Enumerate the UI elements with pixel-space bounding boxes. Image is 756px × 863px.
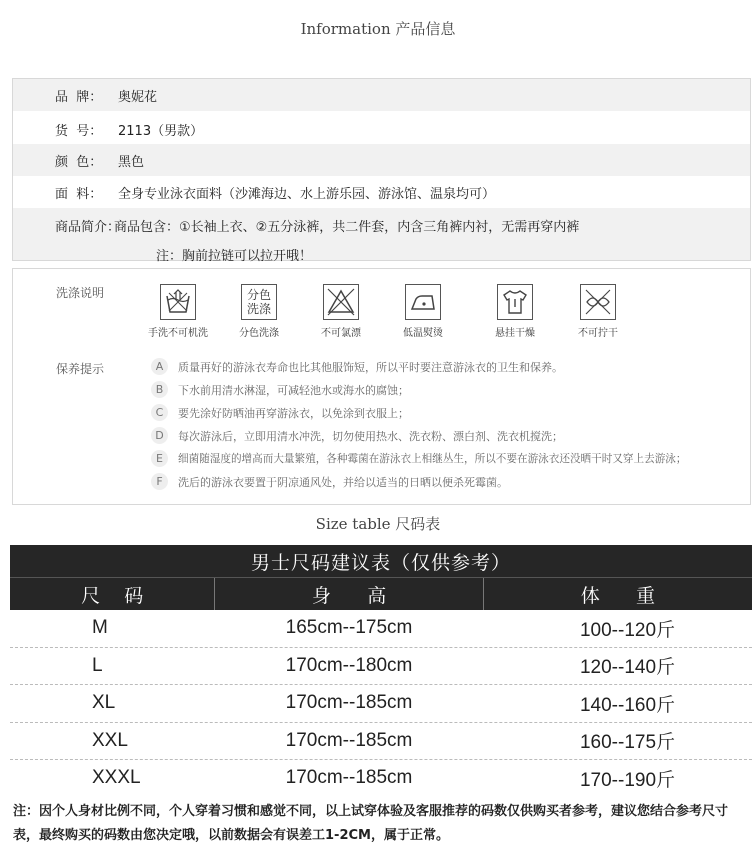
size-table-column-headers bbox=[10, 577, 752, 610]
care-tip-b bbox=[151, 381, 409, 398]
no-bleach-item bbox=[306, 284, 376, 339]
no-wring-icon bbox=[580, 284, 616, 320]
item-label: 货 号： bbox=[55, 123, 103, 139]
height-cell: 170cm--185cm bbox=[285, 767, 413, 789]
size-table-heading: 男士尺码建议表（仅供参考） bbox=[10, 545, 752, 577]
table-row bbox=[10, 648, 752, 686]
size-table-title: Size table 尺码表 bbox=[315, 515, 441, 533]
separate-wash-caption: 分色洗涤 bbox=[239, 328, 279, 339]
tip-letter: B bbox=[151, 381, 168, 398]
product-info-table bbox=[12, 78, 751, 264]
intro-block bbox=[114, 208, 579, 264]
column-header-height: 身 高 bbox=[215, 578, 483, 610]
low-iron-icon bbox=[405, 284, 441, 320]
size-cell: M bbox=[92, 617, 108, 639]
care-tip-c bbox=[151, 404, 409, 421]
weight-cell: 140--160斤 bbox=[579, 694, 676, 716]
hand-wash-icon bbox=[160, 284, 196, 320]
tip-text: 下水前用清水淋湿，可减轻池水或海水的腐蚀； bbox=[178, 383, 409, 397]
color-label: 颜 色： bbox=[55, 154, 103, 170]
item-row bbox=[13, 113, 750, 145]
care-tip-f bbox=[151, 473, 508, 490]
hang-dry-caption: 悬挂干燥 bbox=[495, 328, 535, 339]
size-cell: XXXL bbox=[92, 767, 141, 789]
weight-cell: 160--175斤 bbox=[579, 732, 676, 754]
hang-dry-item bbox=[480, 284, 550, 339]
intro-note: 注：胸前拉链可以拉开哦！ bbox=[156, 249, 313, 264]
weight-cell: 170--190斤 bbox=[579, 769, 676, 791]
care-tips-label: 保养提示 bbox=[56, 362, 105, 376]
intro-row bbox=[13, 208, 750, 264]
tip-text: 要先涂好防晒油再穿游泳衣，以免涂到衣服上； bbox=[178, 406, 409, 420]
care-instructions-box bbox=[12, 268, 751, 505]
table-row bbox=[10, 685, 752, 723]
table-row bbox=[10, 723, 752, 761]
care-tip-e bbox=[151, 450, 687, 467]
separate-wash-icon: 分色 洗涤 bbox=[241, 284, 277, 320]
tip-letter: A bbox=[151, 358, 168, 375]
low-iron-caption: 低温熨烫 bbox=[403, 328, 443, 339]
brand-row bbox=[13, 79, 750, 111]
size-cell: XXL bbox=[92, 729, 128, 751]
fabric-value: 全身专业泳衣面料（沙滩海边、水上游乐园、游泳馆、温泉均可） bbox=[118, 186, 496, 202]
hand-wash-item bbox=[143, 284, 213, 339]
height-cell: 170cm--180cm bbox=[285, 654, 413, 676]
no-wring-caption: 不可拧干 bbox=[578, 328, 618, 339]
color-value: 黑色 bbox=[118, 154, 145, 170]
table-row bbox=[10, 760, 752, 797]
size-cell: XL bbox=[92, 692, 116, 714]
column-header-weight: 体 重 bbox=[580, 584, 655, 607]
care-tip-a bbox=[151, 358, 563, 375]
info-title: Information 产品信息 bbox=[300, 20, 456, 38]
color-row bbox=[13, 144, 750, 176]
tip-letter: D bbox=[151, 427, 168, 444]
tip-text: 质量再好的游泳衣寿命也比其他服饰短，所以平时要注意游泳衣的卫生和保养。 bbox=[178, 360, 563, 374]
hand-wash-caption: 手洗不可机洗 bbox=[148, 328, 208, 339]
intro-value: 商品包含：①长袖上衣、②五分泳裤，共二件套，内含三角裤内衬，无需再穿内裤 bbox=[114, 220, 580, 235]
care-tip-d bbox=[151, 427, 563, 444]
tip-text: 洗后的游泳衣要置于阴凉通风处，并给以适当的日晒以便杀死霉菌。 bbox=[178, 475, 508, 489]
tip-letter: F bbox=[151, 473, 168, 490]
low-iron-item bbox=[388, 284, 458, 339]
fabric-label: 面 料： bbox=[55, 186, 103, 202]
weight-cell: 120--140斤 bbox=[579, 657, 676, 679]
height-cell: 170cm--185cm bbox=[285, 692, 413, 714]
brand-value: 奥妮花 bbox=[118, 89, 158, 105]
size-cell: L bbox=[92, 654, 103, 676]
hang-dry-icon bbox=[497, 284, 533, 320]
tip-text: 细菌随湿度的增高而大量繁殖，各种霉菌在游泳衣上相继丛生，所以不要在游泳衣还没晒干时又穿上去游泳； bbox=[178, 453, 687, 465]
column-header-size: 尺 码 bbox=[10, 578, 215, 610]
tip-letter: C bbox=[151, 404, 168, 421]
tip-letter: E bbox=[151, 450, 168, 467]
intro-label: 商品简介： bbox=[55, 220, 121, 235]
brand-label: 品 牌： bbox=[55, 89, 103, 105]
size-note: 注：因个人身材比例不同，个人穿着习惯和感觉不同，以上试穿体验及客服推荐的码数仅供购买者参考，建议您结合参考尺寸表，最终购买的码数由您决定哦，以前数据会有误差工1-2CM，属于正常。 bbox=[13, 804, 729, 843]
weight-cell: 100--120斤 bbox=[579, 619, 676, 641]
no-bleach-icon bbox=[323, 284, 359, 320]
height-cell: 165cm--175cm bbox=[285, 617, 413, 639]
no-wring-item bbox=[563, 284, 633, 339]
wash-label: 洗涤说明 bbox=[56, 286, 105, 300]
no-bleach-caption: 不可氯漂 bbox=[321, 328, 361, 339]
fabric-row bbox=[13, 176, 750, 208]
item-value: 2113（男款） bbox=[118, 123, 204, 139]
tip-text: 每次游泳后，立即用清水冲洗，切勿使用热水、洗衣粉、漂白剂、洗衣机搅洗； bbox=[178, 429, 563, 443]
table-row bbox=[10, 610, 752, 648]
separate-wash-item bbox=[224, 284, 294, 339]
height-cell: 170cm--185cm bbox=[285, 729, 413, 751]
size-table bbox=[10, 545, 752, 797]
